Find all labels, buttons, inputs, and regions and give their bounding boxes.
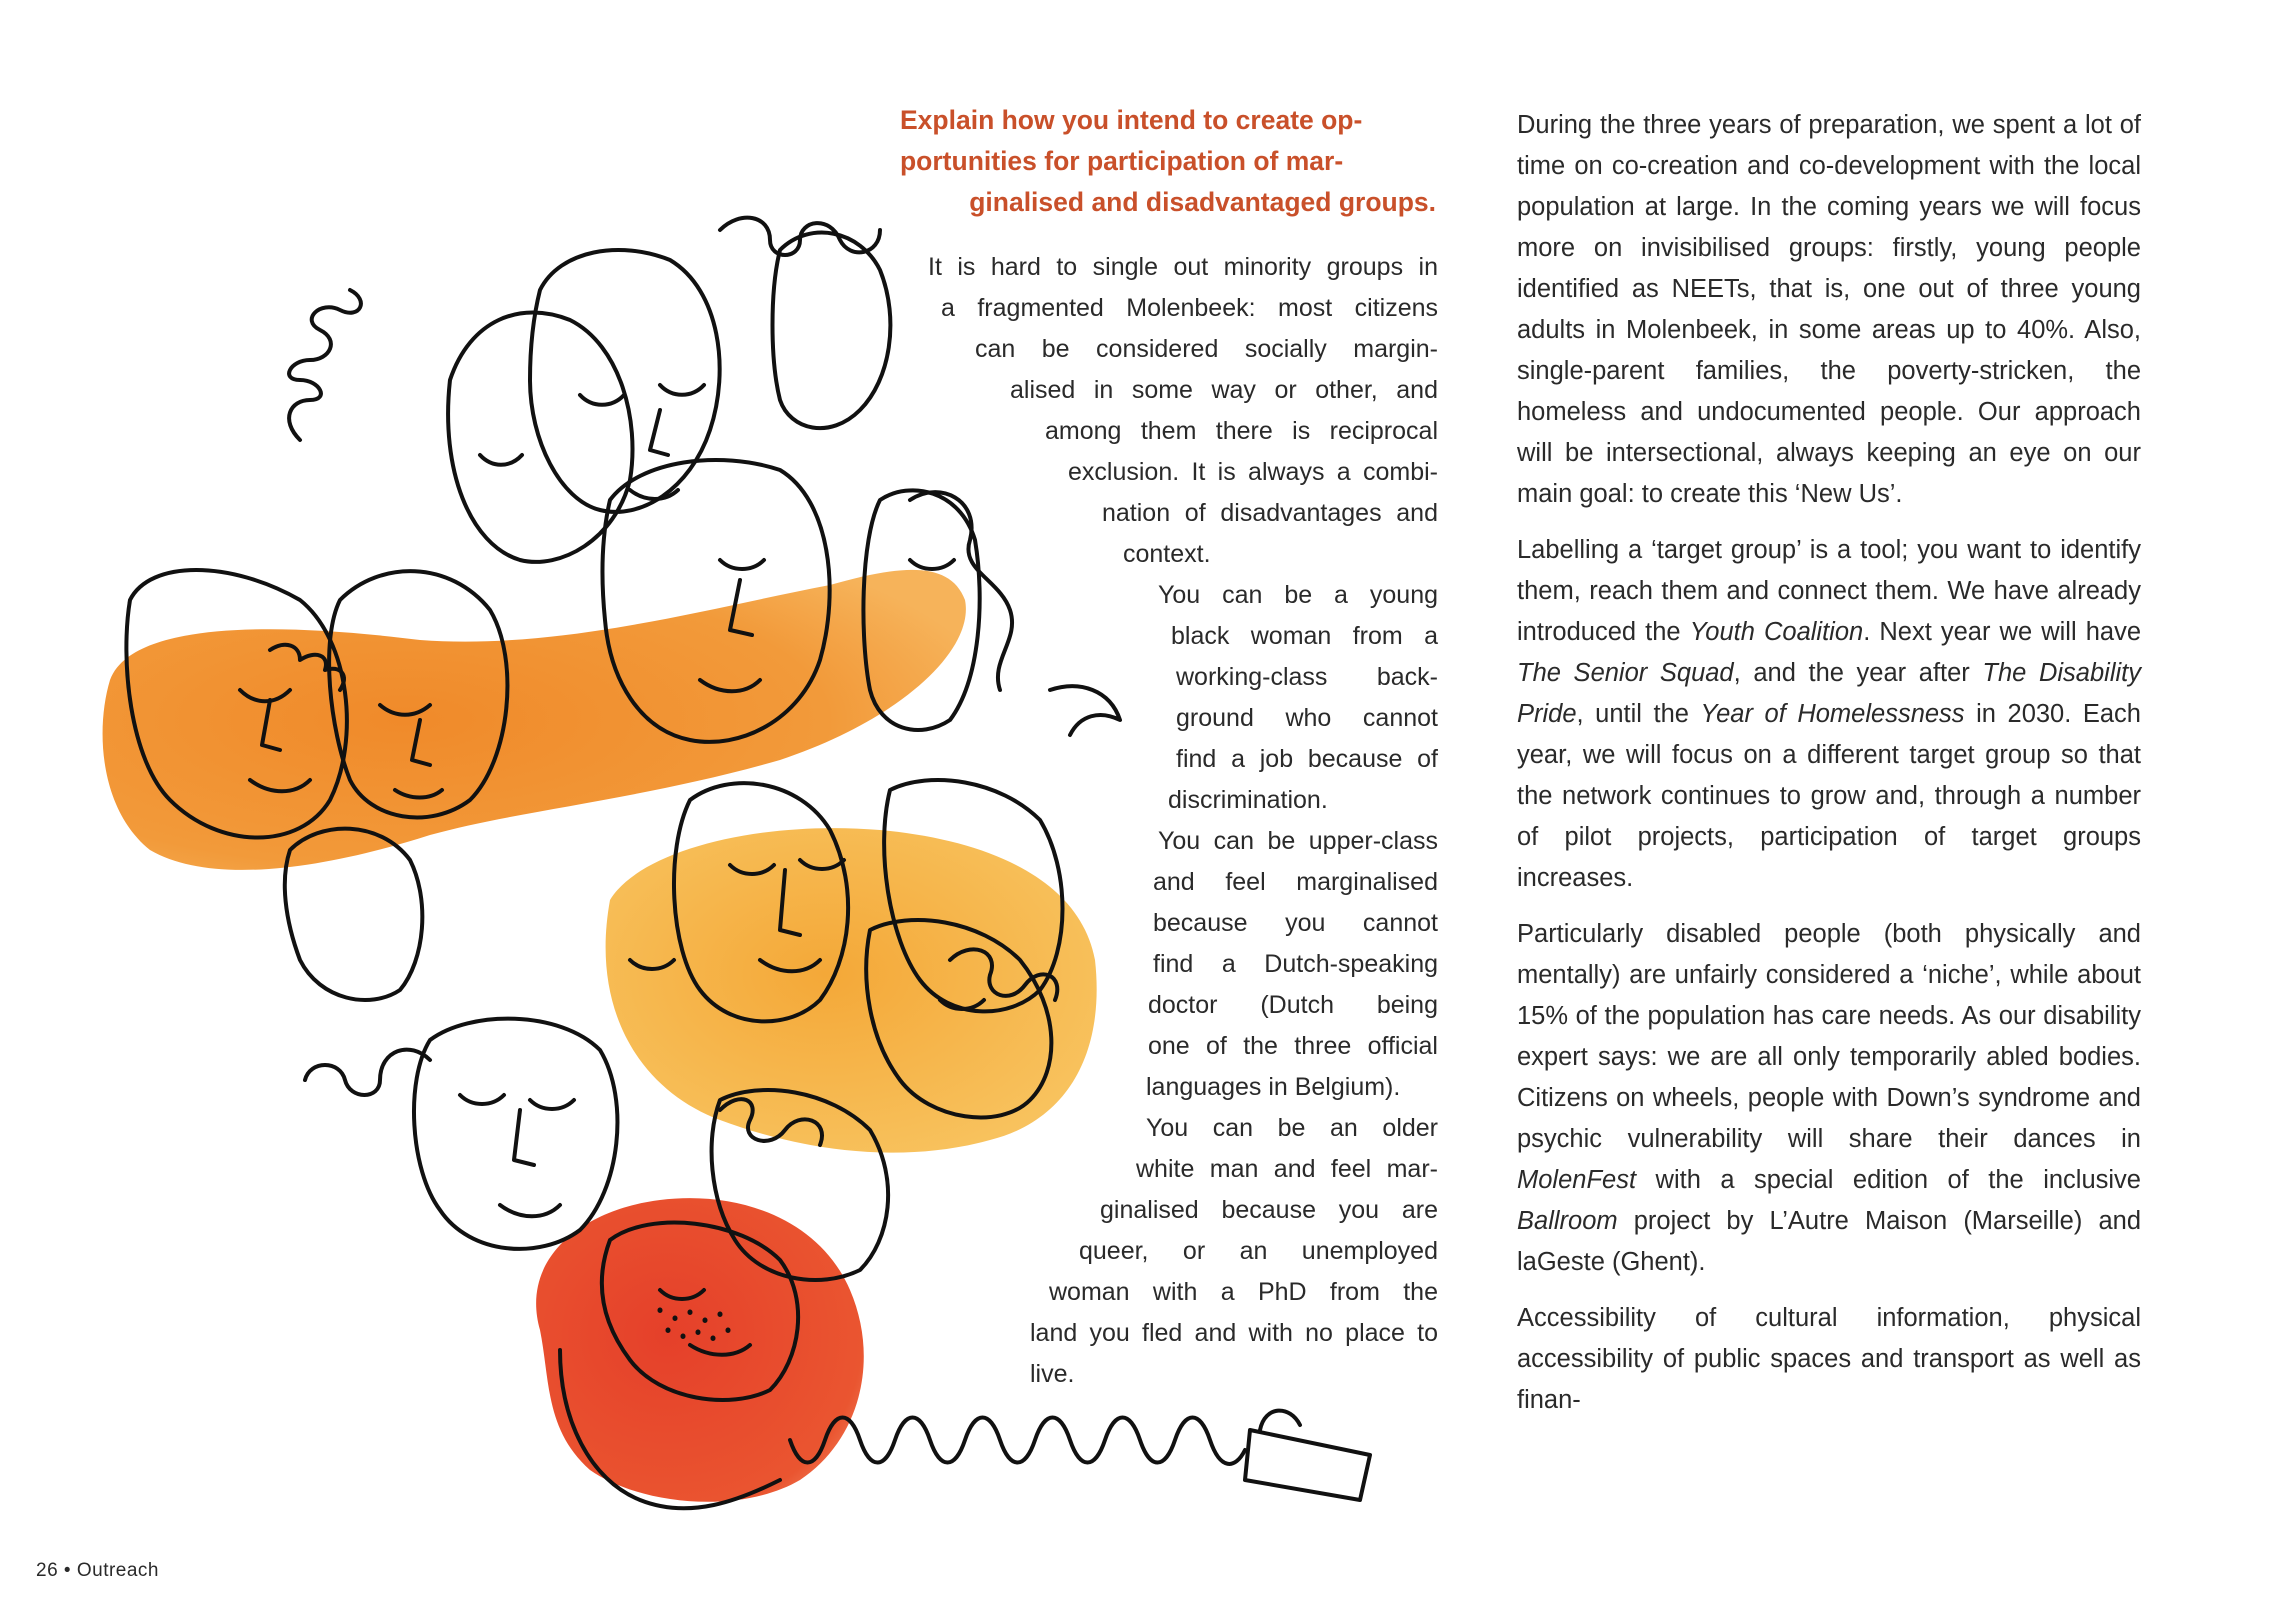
closed-eye-7 [910,560,954,569]
paragraph-accessibility: Accessibility of cultural information, physical accessibility of public spaces and transport as well as finan- [1517,1304,2141,1414]
intro-line: can be considered socially margin- [975,335,1438,363]
intro-line: working-class back- [1176,663,1438,691]
intro-line: languages in Belgium). [1146,1073,1401,1101]
intro-line: ground who cannot [1176,704,1438,732]
intro-line: You can be an older [1146,1114,1438,1142]
nose-6 [514,1110,534,1165]
right-text-column [1517,105,2141,1436]
italic-senior-squad: The Senior Squad [1517,659,1734,687]
orange-watercolor-band [103,570,966,870]
text-run: , and the year after [1733,659,1983,687]
intro-line: discrimination. [1168,786,1328,814]
text-run: project by L’Autre Maison (Marseille) and laGeste (Ghent). [1517,1207,2141,1276]
closed-eye-3 [480,455,522,465]
italic-disability-pride: The Disability Pride [1517,659,2141,728]
intro-line: among them there is reciprocal [1045,417,1438,445]
intro-line: find a Dutch-speaking [1153,950,1438,978]
small-bag [1245,1411,1370,1500]
intro-line: one of the three official [1148,1032,1438,1060]
intro-line: nation of disadvantages and [1102,499,1438,527]
heading-line-2: portunities for participation of mar- [900,146,1344,176]
intro-line: live. [1030,1360,1075,1388]
hair-curls-2 [720,218,880,255]
right-hand-fingers [1050,686,1120,735]
text-run: with a special edition of the inclusive [1636,1166,2141,1194]
section-question-heading [900,100,1436,223]
intro-line: You can be upper-class [1158,827,1438,855]
text-run: in 2030. Each year, we will focus on a different target group so that the network continues to grow and, through a number of pilot projects, participation of target groups increases. [1517,700,2141,892]
mouth-5 [500,1205,560,1216]
intro-line: doctor (Dutch being [1148,991,1438,1019]
intro-line: white man and feel mar- [1136,1155,1438,1183]
text-run: . Next year we will have [1863,618,2141,646]
intro-line: It is hard to single out minority groups in [928,253,1438,281]
text-run: Labelling a ‘target group’ is a tool; you want to identify them, reach them and connect them. We have already introduced the [1517,536,2141,646]
closed-eye-14 [530,1100,574,1109]
hair-curls-1 [289,290,361,440]
intro-line: context. [1123,540,1211,568]
heading-line-1: Explain how you intend to create op- [900,105,1363,135]
intro-line: a fragmented Molenbeek: most citizens [941,294,1438,322]
intro-line: queer, or an unemployed [1079,1237,1438,1265]
paragraph-disabled-people [1517,914,2141,1283]
intro-line: You can be a young [1158,581,1438,609]
intro-line: alised in some way or other, and [1010,376,1438,404]
wavy-cord [790,1418,1245,1464]
page-footer: 26 • Outreach [36,1560,159,1581]
intro-line: find a job because of [1176,745,1438,773]
text-run: Particularly disabled people (both physically and mentally) are unfairly considered a ‘niche’, while about 15% of the population has care needs. As our disability expert says: we are all only temporarily abled bodies. Citizens on wheels, people with Down’s syndrome and psychic vulnerability will share their dances in [1517,920,2141,1153]
italic-youth-coalition: Youth Coalition [1689,618,1864,646]
text-run: , until the [1576,700,1701,728]
heading-line-3: ginalised and disadvantaged groups. [969,187,1436,217]
hair-curls-4 [305,1050,430,1095]
closed-eye-4 [580,395,624,405]
intro-line: land you fled and with no place to [1030,1319,1438,1347]
face-outline-6 [773,233,891,429]
closed-eye-5 [660,385,704,395]
intro-line: ginalised because you are [1100,1196,1438,1224]
italic-ballroom: Ballroom [1517,1207,1618,1235]
italic-molenfest: MolenFest [1517,1166,1637,1194]
paragraph-target-groups [1517,530,2141,899]
face-outline-4 [530,250,720,512]
intro-line: woman with a PhD from the [1049,1278,1438,1306]
paragraph-preparation: During the three years of preparation, we spent a lot of time on co-creation and co-development with the local population at large. In the coming years we will focus more on invisibilised groups: firstly, young people identified as NEETs, that is, one out of three young adults in Molenbeek, in some areas up to 40%. Also, single-parent families, the poverty-stricken, the homeless and undocumented people. Our approach will be intersectional, always keeping an eye on our main goal: to create this ‘New Us’. [1517,111,2141,508]
intro-line: and feel marginalised [1153,868,1438,896]
intro-line: exclusion. It is always a combi- [1068,458,1438,486]
italic-year-of-homelessness: Year of Homelessness [1700,700,1965,728]
closed-eye-6 [720,560,764,569]
nose-3 [650,410,668,455]
intro-line: black woman from a [1171,622,1438,650]
closed-eye-13 [460,1095,504,1104]
intro-line: because you cannot [1153,909,1438,937]
